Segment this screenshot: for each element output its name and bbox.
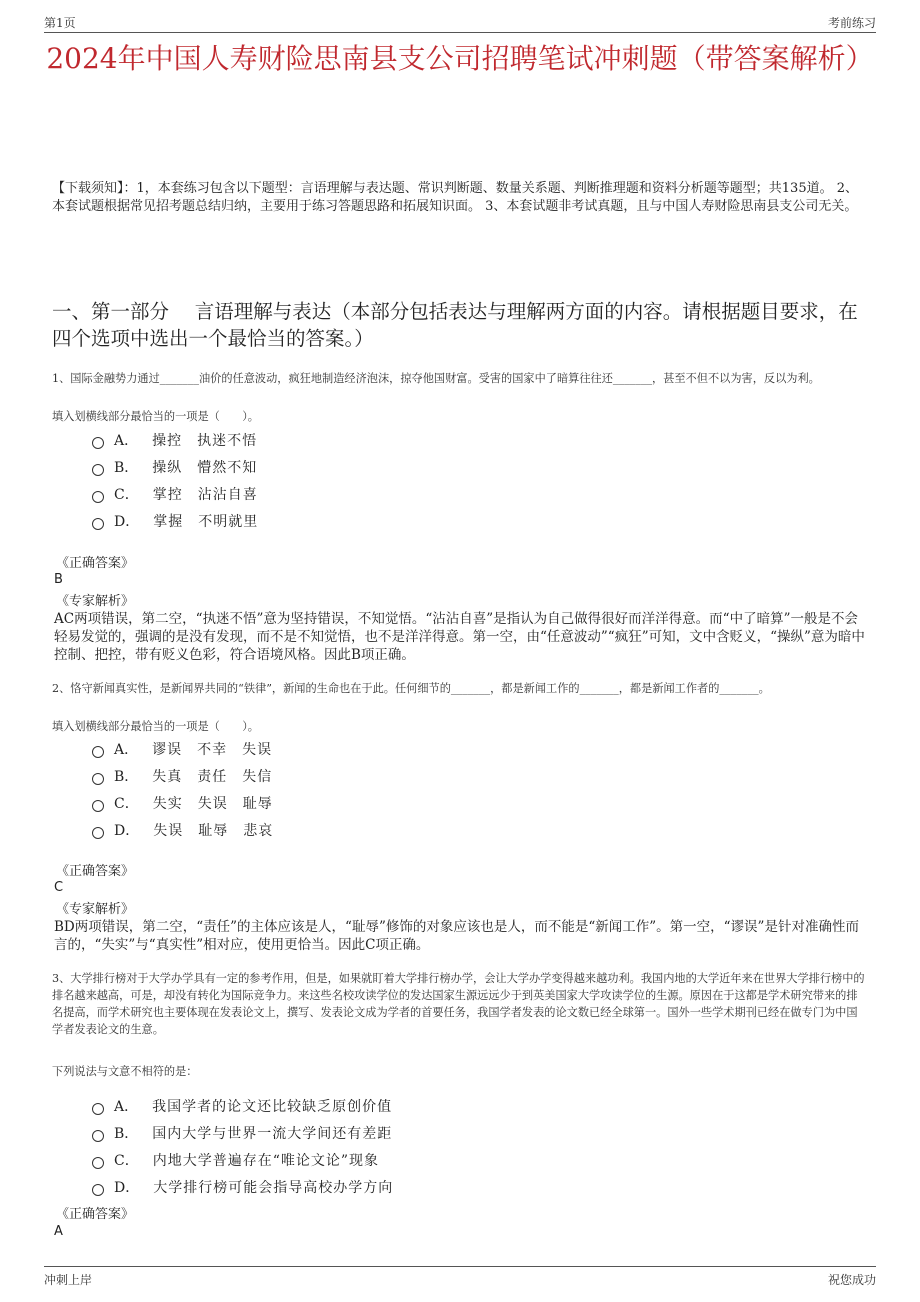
question-3-stem: 3、大学排行榜对于大学办学具有一定的参考作用，但是，如果就盯着大学排行榜办学，会让大学办学变得越来越功利。我国内地的大学近年来在世界大学排行榜中的排名越来越高，可是，却没有转化为国际竞争力。来这些名校攻读学位的发达国家生源远远少于到英美国家大学攻读学位的生源。原因在于这都是学术研究带来的排名提高，而学术研究也主要体现在发表论文上，撰写、发表论文成为学者的首要任务，我国学者发表的论文数已经全球第一。国外一些学术期刊已经在做专门为中国学者发表论文的生意。 [52,972,865,1036]
answer-label: 《正确答案》 [56,1207,135,1222]
option-a[interactable]: A． 操控 执迷不悟 [92,426,258,453]
explanation-label: 《专家解析》 [56,902,135,917]
radio-icon[interactable] [92,1184,104,1196]
radio-icon[interactable] [92,1157,104,1169]
answer-label: 《正确答案》 [56,864,135,879]
page-number: 第1页 [44,16,76,30]
correct-answer: B [54,572,63,587]
radio-icon[interactable] [92,491,104,503]
correct-answer: A [54,1224,63,1239]
radio-icon[interactable] [92,800,104,812]
question-3-prompt: 下列说法与文意不相符的是： [52,1065,198,1078]
explanation-text: BD两项错误，第二空，“责任”的主体应该是人，“耻辱”修饰的对象应该也是人，而不能是“新闻工作”。第一空，“谬误”是针对准确性而言的，“失实”与“真实性”相对应，使用更恰当。因此C项正确。 [54,919,859,953]
question-2-options [92,735,273,843]
footer-left: 冲刺上岸 [44,1273,93,1287]
option-b[interactable]: B． 操纵 懵然不知 [92,453,258,480]
radio-icon[interactable] [92,827,104,839]
option-c[interactable]: C． 内地大学普遍存在“唯论文论”现象 [92,1146,393,1173]
radio-icon[interactable] [92,746,104,758]
radio-icon[interactable] [92,773,104,785]
question-1-options [92,426,258,534]
option-d[interactable]: D． 失误 耻辱 悲哀 [92,816,273,843]
section-heading: 一、第一部分 言语理解与表达（本部分包括表达与理解两方面的内容。请根据题目要求，在四个选项中选出一个最恰当的答案。） [52,300,858,350]
option-d[interactable]: D． 掌握 不明就里 [92,507,258,534]
correct-answer: C [54,880,64,895]
page-footer [44,1266,876,1289]
question-1-stem: 1、国际金融势力通过_______油价的任意波动，疯狂地制造经济泡沫，掠夺他国财富。受害的国家中了暗算往往还_______，甚至不但不以为害，反以为利。 [52,372,820,385]
option-b[interactable]: B． 国内大学与世界一流大学间还有差距 [92,1119,393,1146]
radio-icon[interactable] [92,1130,104,1142]
document-title: 2024年中国人寿财险思南县支公司招聘笔试冲刺题（带答案解析） [46,42,874,75]
question-3-options [92,1092,393,1200]
radio-icon[interactable] [92,437,104,449]
download-notice: 【下载须知】：1，本套练习包含以下题型：言语理解与表达题、常识判断题、数量关系题、判断推理题和资料分析题等题型；共135道。 2、本套试题根据常见招考题总结归纳，主要用于练习答题思路和拓展知识面。 3、本套试题非考试真题，且与中国人寿财险思南县支公司无关。 [52,181,858,214]
option-c[interactable]: C． 掌控 沾沾自喜 [92,480,258,507]
option-c[interactable]: C． 失实 失误 耻辱 [92,789,273,816]
header-tag: 考前练习 [827,16,876,30]
option-b[interactable]: B． 失真 责任 失信 [92,762,273,789]
option-d[interactable]: D． 大学排行榜可能会指导高校办学方向 [92,1173,393,1200]
footer-right: 祝您成功 [827,1273,876,1287]
answer-label: 《正确答案》 [56,556,135,571]
radio-icon[interactable] [92,518,104,530]
radio-icon[interactable] [92,464,104,476]
question-1-prompt: 填入划横线部分最恰当的一项是（ ）。 [52,410,259,423]
explanation-text: AC两项错误，第二空，“执迷不悟”意为坚持错误，不知觉悟。“沾沾自喜”是指认为自己做得很好而洋洋得意。而“中了暗算”一般是不会轻易发觉的，强调的是没有发现，而不是不知觉悟，也不是洋洋得意。第一空，由“任意波动”“疯狂”可知，文中含贬义，“操纵”意为暗中控制、把控，带有贬义色彩，符合语境风格。因此B项正确。 [54,611,865,663]
question-2-prompt: 填入划横线部分最恰当的一项是（ ）。 [52,720,259,733]
radio-icon[interactable] [92,1103,104,1115]
option-a[interactable]: A． 谬误 不幸 失误 [92,735,273,762]
page-header [44,12,876,33]
option-a[interactable]: A． 我国学者的论文还比较缺乏原创价值 [92,1092,393,1119]
question-2-stem: 2、恪守新闻真实性，是新闻界共同的“铁律”，新闻的生命也在于此。任何细节的_______，都是新闻工作的_______，都是新闻工作者的_______。 [52,682,770,695]
explanation-label: 《专家解析》 [56,594,135,609]
